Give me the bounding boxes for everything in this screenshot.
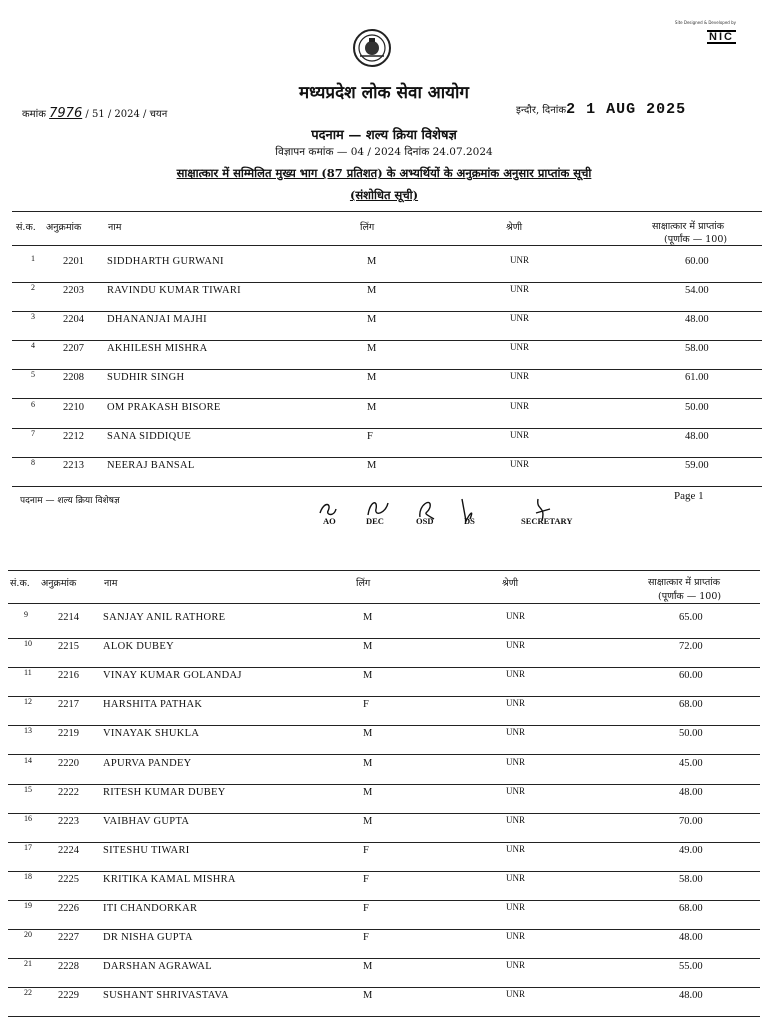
roll-number: 2201	[63, 256, 84, 267]
marks: 59.00	[685, 459, 709, 471]
marks: 48.00	[685, 314, 709, 326]
gender: M	[367, 459, 377, 471]
table-row	[0, 843, 768, 872]
table1-header-rule	[12, 245, 762, 246]
roll-number: 2212	[63, 430, 84, 442]
candidate-name: RAVINDU KUMAR TIWARI	[107, 285, 241, 297]
serial-number: 21	[24, 959, 32, 969]
serial-number: 20	[24, 930, 32, 940]
col-header-marks: साक्षात्कार में प्राप्तांक	[652, 221, 725, 232]
serial-number: 11	[24, 668, 32, 678]
table-row	[0, 726, 768, 755]
nic-logo-text: NIC	[709, 31, 734, 43]
table-row	[0, 341, 768, 370]
roll-number: 2227	[58, 932, 79, 944]
advertisement-line: विज्ञापन कमांक — 04 / 2024 दिनांक 24.07.2024	[275, 146, 493, 158]
gender: M	[363, 641, 373, 653]
candidate-name: ITI CHANDORKAR	[103, 903, 198, 914]
category: UNR	[510, 284, 530, 295]
roll-number: 2219	[58, 728, 79, 740]
candidate-name: VINAY KUMAR GOLANDAJ	[103, 670, 242, 682]
post-title: पदनाम — शल्य क्रिया विशेषज्ञ	[311, 128, 457, 143]
page-number: Page 1	[674, 490, 704, 502]
roll-number: 2217	[58, 699, 79, 711]
candidate-name: DHANANJAI MAJHI	[107, 314, 207, 326]
ref-suffix: / 51 / 2024 / चयन	[85, 109, 168, 120]
col-header-roll: अनुक्रमांक	[46, 222, 82, 233]
gender: M	[363, 815, 373, 827]
page-title: मध्यप्रदेश लोक सेवा आयोग	[299, 83, 469, 103]
table-row	[0, 785, 768, 814]
date-prefix: इन्दौर, दिनांक	[516, 105, 567, 116]
marks: 45.00	[679, 757, 703, 769]
candidate-name: VAIBHAV GUPTA	[103, 815, 190, 827]
col-header-category-2: श्रेणी	[502, 578, 519, 589]
serial-number: 14	[24, 755, 32, 765]
candidate-name: OM PRAKASH BISORE	[107, 401, 221, 413]
marks: 50.00	[685, 401, 709, 413]
roll-number: 2203	[63, 285, 84, 297]
table2-top-rule	[8, 570, 760, 571]
candidate-name: KRITIKA KAMAL MISHRA	[103, 873, 236, 885]
candidate-name: NEERAJ BANSAL	[107, 459, 195, 471]
table-row	[0, 639, 768, 668]
roll-number: 2214	[58, 612, 79, 623]
date-line	[516, 101, 686, 118]
category: UNR	[506, 727, 526, 738]
serial-number: 6	[31, 399, 35, 409]
category: UNR	[510, 371, 530, 382]
nic-tagline: Site Designed & Developed by	[674, 20, 736, 25]
marks: 48.00	[685, 430, 709, 442]
table-row	[0, 312, 768, 341]
serial-number: 13	[24, 726, 32, 736]
col-header-sn: सं.क.	[16, 222, 36, 233]
roll-number: 2213	[63, 459, 84, 471]
signature-label-osd: OSD	[416, 516, 434, 526]
serial-number: 4	[31, 341, 35, 351]
category: UNR	[506, 843, 526, 854]
category: UNR	[510, 458, 530, 469]
col-header-category: श्रेणी	[506, 222, 523, 233]
category: UNR	[506, 902, 526, 912]
category: UNR	[506, 756, 526, 767]
candidate-name: SUSHANT SHRIVASTAVA	[103, 990, 229, 1002]
category: UNR	[506, 640, 526, 651]
category: UNR	[506, 698, 526, 709]
roll-number: 2215	[58, 641, 79, 653]
table-row	[0, 283, 768, 312]
candidate-name: VINAYAK SHUKLA	[103, 728, 200, 740]
marks: 54.00	[685, 285, 709, 297]
roll-number: 2224	[58, 844, 79, 856]
list-heading: साक्षात्कार में सम्मिलित मुख्य भाग (87 प्रतिशत) के अभ्यर्थियों के अनुक्रमांक अनुसार प्राप्तांक सूची	[176, 166, 592, 180]
ref-prefix: कमांक	[22, 109, 46, 120]
candidate-name: AKHILESH MISHRA	[107, 343, 208, 355]
candidate-name: HARSHITA PATHAK	[103, 699, 203, 711]
marks: 58.00	[685, 343, 709, 355]
gender: F	[363, 844, 369, 856]
col-header-roll-2: अनुक्रमांक	[41, 578, 77, 589]
serial-number: 12	[24, 697, 32, 707]
roll-number: 2223	[58, 815, 79, 827]
col-header-gender-2: लिंग	[356, 578, 371, 589]
serial-number: 10	[24, 639, 32, 649]
gender: M	[363, 961, 373, 973]
roll-number: 2204	[63, 314, 84, 326]
gender: M	[363, 612, 373, 623]
col-header-sn-2: सं.क.	[10, 578, 30, 589]
marks: 48.00	[679, 932, 703, 944]
candidate-name: SANA SIDDIQUE	[107, 430, 192, 442]
row-divider	[8, 1016, 760, 1017]
category: UNR	[506, 814, 526, 825]
category: UNR	[506, 872, 526, 883]
marks: 60.00	[679, 670, 703, 682]
col-header-name: नाम	[108, 222, 122, 233]
gender: M	[367, 256, 377, 267]
reference-number	[22, 106, 167, 121]
serial-number: 17	[24, 842, 32, 852]
category: UNR	[506, 989, 526, 1000]
marks: 61.00	[685, 372, 709, 384]
category: UNR	[506, 931, 526, 942]
candidate-name: SIDDHARTH GURWANI	[107, 256, 224, 267]
serial-number: 18	[24, 871, 32, 881]
gender: M	[367, 401, 377, 413]
marks: 72.00	[679, 641, 703, 653]
serial-number: 1	[31, 254, 35, 263]
candidate-name: ALOK DUBEY	[103, 641, 174, 653]
category: UNR	[506, 669, 526, 680]
col-header-marks-2: साक्षात्कार में प्राप्तांक	[648, 577, 721, 588]
col-header-marks-sub: (पूर्णांक — 100)	[664, 234, 728, 245]
gender: M	[363, 728, 373, 740]
category: UNR	[510, 429, 530, 440]
marks: 49.00	[679, 844, 703, 856]
table1-top-rule	[12, 211, 762, 212]
footer-post: पदनाम — शल्य क्रिया विशेषज्ञ	[20, 496, 120, 506]
signature-label-ds: DS	[464, 516, 475, 526]
table-row	[0, 697, 768, 726]
marks: 50.00	[679, 728, 703, 740]
category: UNR	[510, 400, 530, 411]
col-header-name-2: नाम	[104, 578, 118, 589]
marks: 60.00	[685, 256, 709, 267]
serial-number: 16	[24, 813, 32, 823]
gender: M	[367, 285, 377, 297]
table-row	[0, 668, 768, 697]
marks: 55.00	[679, 961, 703, 973]
page-footer-rule	[12, 486, 762, 487]
nic-logo	[664, 20, 736, 44]
col-header-marks-sub-2: (पूर्णांक — 100)	[658, 591, 722, 602]
roll-number: 2225	[58, 873, 79, 885]
table-row	[0, 959, 768, 988]
serial-number: 2	[31, 283, 35, 293]
serial-number: 8	[31, 457, 35, 467]
candidate-name: SUDHIR SINGH	[107, 372, 185, 384]
list-subheading: (संशोधित सूची)	[349, 188, 419, 202]
roll-number: 2229	[58, 990, 79, 1002]
table2-header-rule	[8, 603, 760, 604]
marks: 68.00	[679, 903, 703, 914]
category: UNR	[506, 785, 526, 796]
category: UNR	[506, 960, 526, 971]
serial-number: 5	[31, 370, 35, 380]
roll-number: 2220	[58, 757, 79, 769]
gender: M	[367, 314, 377, 326]
table-row	[0, 370, 768, 399]
signature-label-secretary: SECRETARY	[521, 516, 573, 526]
signature-label-ao: AO	[323, 516, 336, 526]
roll-number: 2216	[58, 670, 79, 682]
gender: M	[363, 757, 373, 769]
serial-number: 9	[24, 610, 28, 619]
candidate-name: SANJAY ANIL RATHORE	[103, 612, 226, 623]
gender: M	[367, 372, 377, 384]
table-row	[0, 872, 768, 901]
marks: 48.00	[679, 990, 703, 1002]
roll-number: 2208	[63, 372, 84, 384]
marks: 58.00	[679, 873, 703, 885]
marks: 68.00	[679, 699, 703, 711]
gender: M	[363, 670, 373, 682]
date-stamp: 2 1 AUG 2025	[566, 101, 687, 118]
category: UNR	[506, 611, 526, 621]
category: UNR	[510, 255, 530, 265]
gender: F	[363, 903, 369, 914]
gender: M	[363, 786, 373, 798]
table-row	[0, 458, 768, 487]
table-row	[0, 930, 768, 959]
category: UNR	[510, 342, 530, 353]
table-row	[0, 429, 768, 458]
table-row	[0, 400, 768, 429]
signature-label-dec: DEC	[366, 516, 384, 526]
category: UNR	[510, 313, 530, 324]
serial-number: 22	[24, 988, 32, 998]
gender: M	[367, 343, 377, 355]
gender: F	[363, 699, 369, 711]
serial-number: 15	[24, 784, 32, 794]
gender: F	[367, 430, 373, 442]
ref-number: 7976	[49, 106, 83, 121]
gender: M	[363, 990, 373, 1002]
table-row	[0, 988, 768, 1017]
candidate-name: DR NISHA GUPTA	[103, 932, 193, 944]
roll-number: 2228	[58, 961, 79, 973]
table-row	[0, 814, 768, 843]
roll-number: 2222	[58, 786, 79, 798]
candidate-name: RITESH KUMAR DUBEY	[103, 786, 226, 798]
roll-number: 2207	[63, 343, 84, 355]
serial-number: 3	[31, 312, 35, 322]
roll-number: 2210	[63, 401, 84, 413]
serial-number: 19	[24, 901, 32, 910]
gender: F	[363, 932, 369, 944]
serial-number: 7	[31, 428, 35, 438]
table-row	[0, 901, 768, 930]
candidate-name: DARSHAN AGRAWAL	[103, 961, 212, 973]
gender: F	[363, 873, 369, 885]
col-header-gender: लिंग	[360, 222, 375, 233]
mppsc-emblem-icon	[350, 28, 394, 68]
marks: 65.00	[679, 612, 703, 623]
roll-number: 2226	[58, 903, 79, 914]
table-row	[0, 254, 768, 283]
table-row	[0, 610, 768, 639]
candidate-name: SITESHU TIWARI	[103, 844, 190, 856]
candidate-name: APURVA PANDEY	[103, 757, 192, 769]
marks: 70.00	[679, 815, 703, 827]
marks: 48.00	[679, 786, 703, 798]
table-row	[0, 756, 768, 785]
